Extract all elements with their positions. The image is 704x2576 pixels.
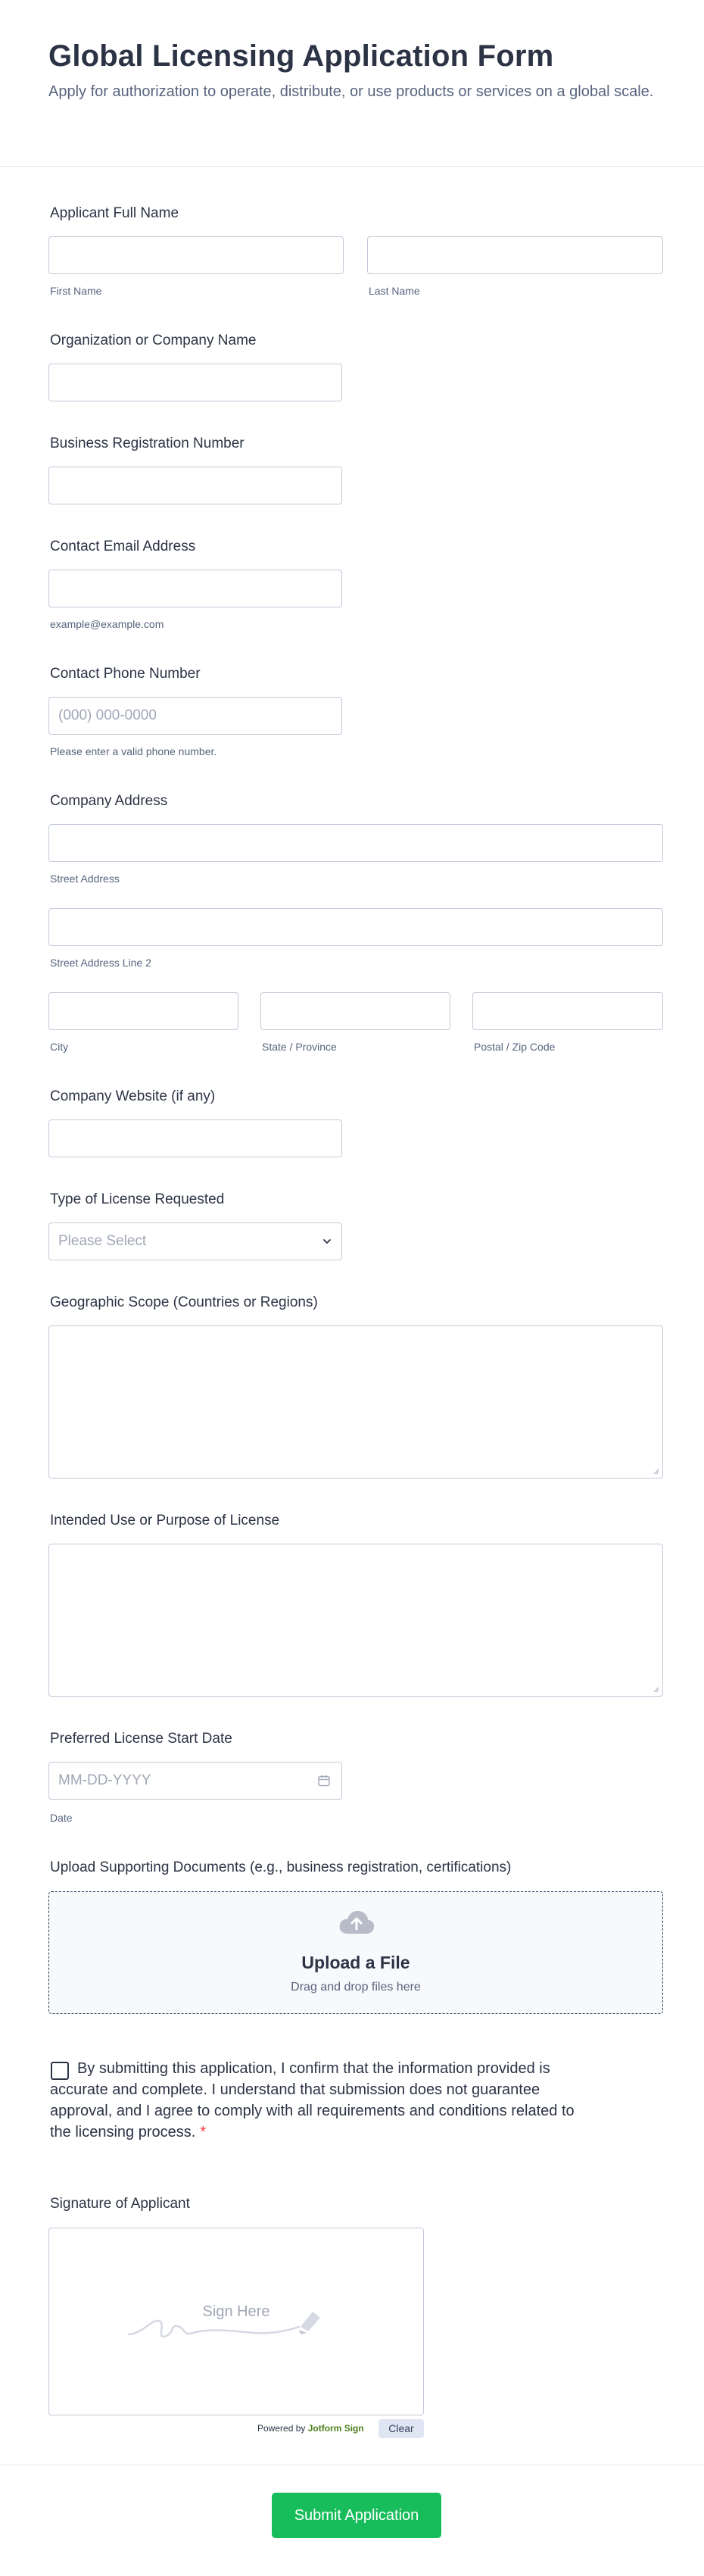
- start-date-label: Preferred License Start Date: [50, 1731, 232, 1747]
- registration-label: Business Registration Number: [50, 436, 245, 451]
- start-date-placeholder: MM-DD-YYYY: [58, 1772, 151, 1788]
- powered-prefix: Powered by: [257, 2423, 306, 2434]
- license-type-select[interactable]: [48, 1222, 342, 1260]
- postal-sublabel: Postal / Zip Code: [474, 1041, 556, 1053]
- purpose-label: Intended Use or Purpose of License: [50, 1513, 280, 1528]
- start-date-input[interactable]: [48, 1762, 342, 1800]
- submit-button[interactable]: Submit Application: [272, 2493, 441, 2538]
- email-sublabel: example@example.com: [50, 618, 164, 630]
- clear-signature-button[interactable]: Clear: [378, 2419, 424, 2438]
- state-sublabel: State / Province: [262, 1041, 337, 1053]
- street-address-2-input[interactable]: [48, 908, 663, 946]
- resize-grip-icon[interactable]: [652, 1467, 659, 1475]
- purpose-textarea[interactable]: [48, 1544, 663, 1697]
- signature-label: Signature of Applicant: [50, 2196, 190, 2212]
- resize-grip-icon[interactable]: [652, 1685, 659, 1693]
- phone-label: Contact Phone Number: [50, 666, 201, 682]
- license-type-label: Type of License Requested: [50, 1191, 225, 1207]
- organization-label: Organization or Company Name: [50, 333, 257, 348]
- full-name-label: Applicant Full Name: [50, 205, 179, 221]
- chevron-down-icon: [322, 1236, 332, 1247]
- scope-label: Geographic Scope (Countries or Regions): [50, 1294, 318, 1310]
- city-sublabel: City: [50, 1041, 69, 1053]
- street-address-sublabel: Street Address: [50, 873, 120, 885]
- street-address-input[interactable]: [48, 824, 663, 862]
- address-label: Company Address: [50, 793, 168, 809]
- last-name-input[interactable]: [367, 236, 663, 274]
- cloud-upload-icon: [338, 1909, 375, 1936]
- scope-textarea[interactable]: [48, 1325, 663, 1478]
- first-name-sublabel: First Name: [50, 285, 102, 297]
- state-input[interactable]: [260, 992, 450, 1030]
- start-date-sublabel: Date: [50, 1812, 73, 1824]
- city-input[interactable]: [48, 992, 238, 1030]
- email-label: Contact Email Address: [50, 539, 196, 554]
- street-address-2-sublabel: Street Address Line 2: [50, 957, 151, 969]
- page-subtitle: Apply for authorization to operate, distribute, or use products or services on a global scale.: [48, 83, 654, 100]
- upload-title: Upload a File: [301, 1953, 410, 1972]
- consent-text: By submitting this application, I confirm that the information provided is accurate and complete. I understand that submission does not guarantee approval, and I agree to comply with all requirements and conditions related to the licensing process.: [50, 2060, 575, 2140]
- organization-input[interactable]: [48, 364, 342, 401]
- signature-pad[interactable]: [48, 2228, 424, 2415]
- website-input[interactable]: [48, 1119, 342, 1157]
- upload-hint: Drag and drop files here: [291, 1981, 421, 1994]
- powered-brand[interactable]: Jotform Sign: [307, 2423, 364, 2434]
- email-input[interactable]: [48, 570, 342, 607]
- phone-sublabel: Please enter a valid phone number.: [50, 745, 217, 757]
- registration-input[interactable]: [48, 467, 342, 504]
- file-upload-dropzone[interactable]: [48, 1891, 663, 2014]
- calendar-icon[interactable]: [317, 1774, 331, 1788]
- header-divider: [0, 166, 704, 167]
- page-title: Global Licensing Application Form: [48, 39, 554, 73]
- first-name-input[interactable]: [48, 236, 344, 274]
- signature-hint: Sign Here: [202, 2303, 270, 2320]
- website-label: Company Website (if any): [50, 1088, 216, 1104]
- powered-by: [257, 2423, 364, 2434]
- upload-label: Upload Supporting Documents (e.g., business registration, certifications): [50, 1859, 512, 1875]
- last-name-sublabel: Last Name: [369, 285, 420, 297]
- consent-label: [50, 2058, 595, 2143]
- postal-input[interactable]: [472, 992, 663, 1030]
- license-type-selected: Please Select: [58, 1233, 147, 1249]
- phone-input[interactable]: (000) 000-0000: [48, 697, 342, 735]
- required-mark: *: [200, 2124, 207, 2140]
